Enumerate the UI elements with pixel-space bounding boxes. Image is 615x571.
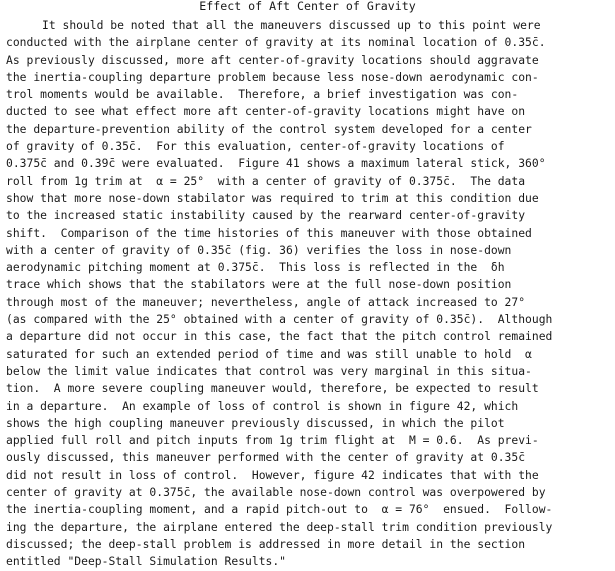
text-line: show that more nose-down stabilator was required to trim at this condition due — [6, 190, 539, 205]
text-line: conducted with the airplane center of gravity at its nominal location of 0.35c̄. — [6, 35, 546, 50]
section-title: Effect of Aft Center of Gravity — [199, 0, 416, 13]
text-line: entitled "Deep-Stall Simulation Results." — [6, 554, 287, 569]
text-line: the inertia-coupling departure problem because less nose-down aerodynamic con- — [6, 69, 539, 84]
text-line: shift. Comparison of the time histories of this maneuver with those obtained — [6, 225, 532, 240]
text-line: to the increased static instability caused by the rearward center-of-gravity — [6, 208, 526, 223]
text-line: through most of the maneuver; nevertheless, angle of attack increased to 27° — [6, 294, 526, 309]
text-line: a departure did not occur in this case, the fact that the pitch control remained — [6, 329, 553, 344]
text-line: with a center of gravity of 0.35c̄ (fig. 36) verifies the loss in nose-down — [6, 242, 512, 257]
text-line: of gravity of 0.35c̄. For this evaluation, center-of-gravity locations of — [6, 139, 505, 154]
text-line: As previously discussed, more aft center-of-gravity locations should aggravate — [6, 52, 539, 67]
body-paragraph — [6, 17, 612, 571]
text-line: ing the departure, the airplane entered the deep-stall trim condition previously — [6, 519, 553, 534]
text-line: roll from 1g trim at α = 25° with a center of gravity of 0.375c̄. The data — [6, 173, 526, 188]
text-line: trace which shows that the stabilators were at the full nose-down position — [6, 277, 512, 292]
text-line: center of gravity at 0.375c̄, the available nose-down control was overpowered by — [6, 485, 546, 500]
text-line: the inertia-coupling moment, and a rapid pitch-out to α = 76° ensued. Follow- — [6, 502, 553, 517]
text-line: discussed; the deep-stall problem is addressed in more detail in the section — [6, 536, 526, 551]
text-line: below the limit value indicates that control was very marginal in this situa- — [6, 363, 532, 378]
text-line: 0.375c̄ and 0.39c̄ were evaluated. Figure 41 shows a maximum lateral stick, 360° — [6, 156, 546, 171]
text-line: in a departure. An example of loss of control is shown in figure 42, which — [6, 398, 519, 413]
text-line: shows the high coupling maneuver previously discussed, in which the pilot — [6, 415, 505, 430]
text-line: ducted to see what effect more aft center-of-gravity locations might have on — [6, 104, 526, 119]
text-line: saturated for such an extended period of time and was still unable to hold α — [6, 346, 532, 361]
text-line: (as compared with the 25° obtained with a center of gravity of 0.35c̄). Although — [6, 312, 553, 327]
text-line: applied full roll and pitch inputs from 1g trim flight at M = 0.6. As previ- — [6, 433, 539, 448]
text-line: aerodynamic pitching moment at 0.375c̄. This loss is reflected in the δh — [6, 260, 505, 275]
text-line: did not result in loss of control. However, figure 42 indicates that with the — [6, 467, 539, 482]
text-line: ously discussed, this maneuver performed with the center of gravity at 0.35c̄ — [6, 450, 526, 465]
text-line: the departure-prevention ability of the control system developed for a center — [6, 121, 532, 136]
text-line: It should be noted that all the maneuvers discussed up to this point were — [42, 18, 541, 32]
text-line: tion. A more severe coupling maneuver would, therefore, be expected to result — [6, 381, 539, 396]
text-line: trol moments would be available. Therefore, a brief investigation was con- — [6, 87, 519, 102]
